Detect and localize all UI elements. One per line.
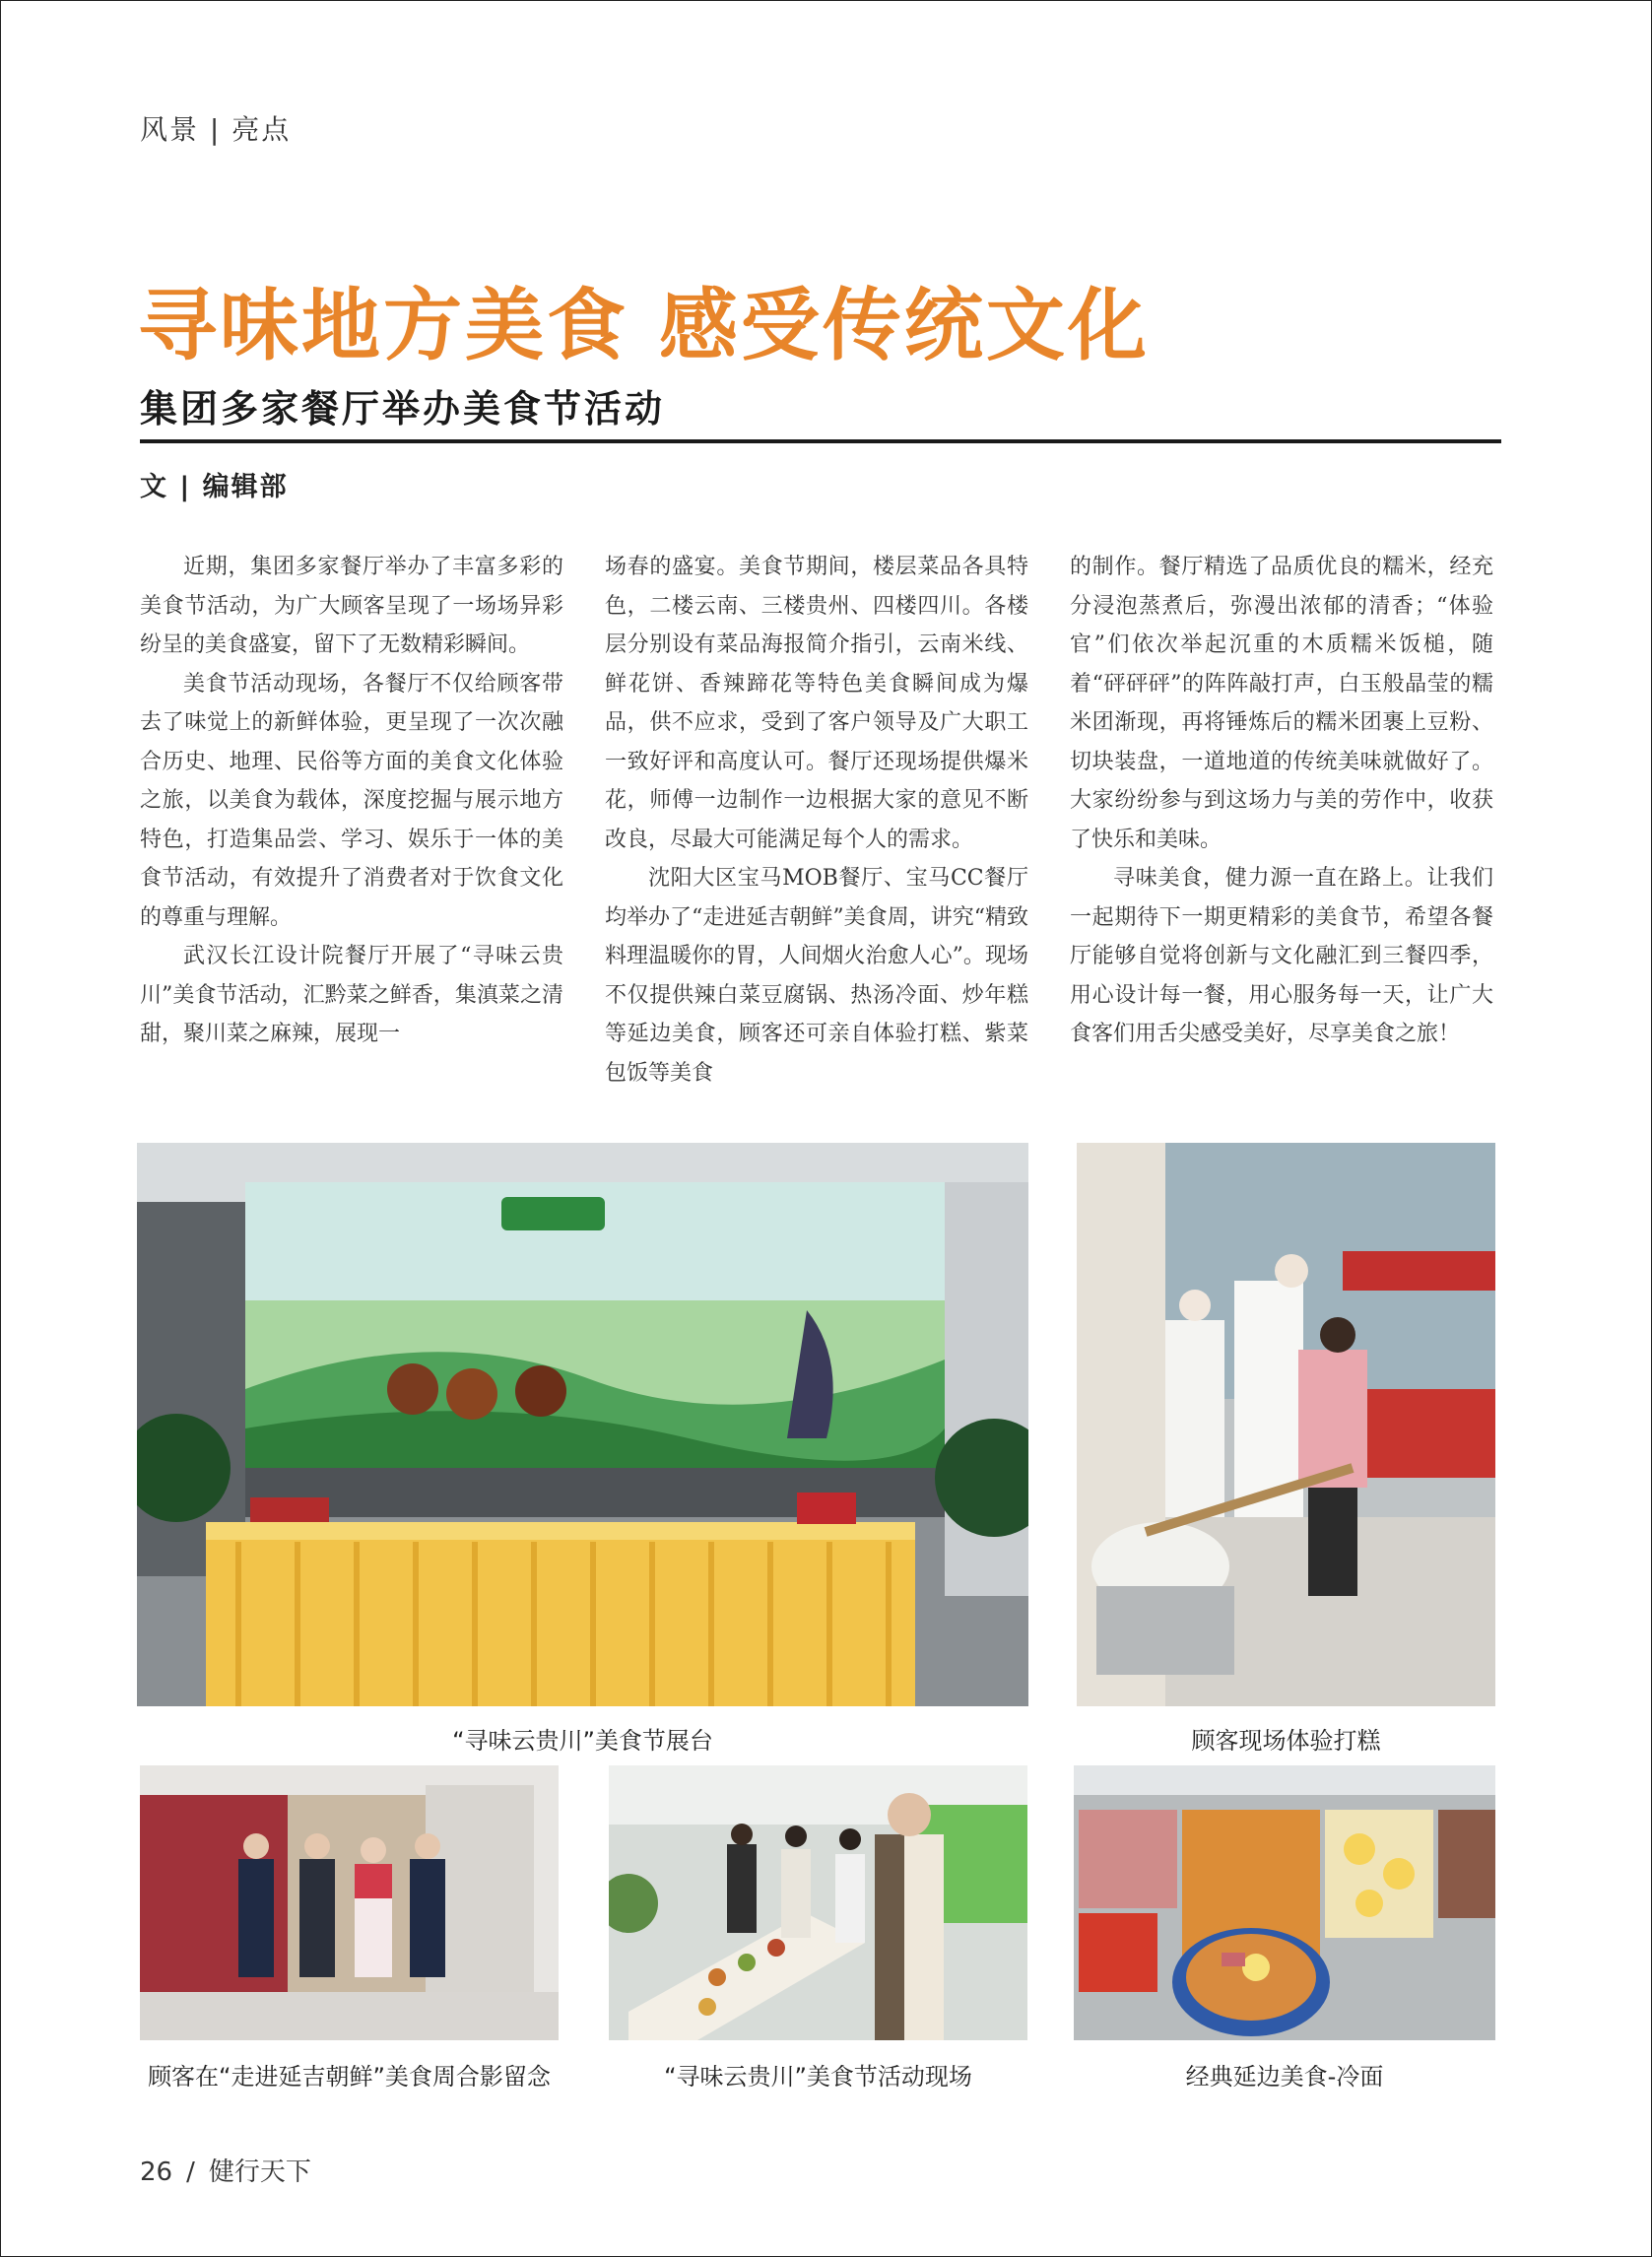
photo-festival-booth bbox=[137, 1143, 1028, 1706]
paragraph: 美食节活动现场，各餐厅不仅给顾客带去了味觉上的新鲜体验，更呈现了一次次融合历史、地理、民俗等方面的美食文化体验之旅，以美食为载体，深度挖掘与展示地方特色，打造集品尝、学习、娱乐于一体的美食节活动，有效提升了消费者对于饮食文化的尊重与理解。 bbox=[140, 671, 563, 930]
byline: 文 | 编辑部 bbox=[140, 472, 289, 502]
caption-cold-noodles: 经典延边美食-冷面 bbox=[1185, 2063, 1384, 2091]
article-subtitle: 集团多家餐厅举办美食节活动 bbox=[140, 387, 666, 431]
caption-festival-booth: “寻味云贵川”美食节展台 bbox=[452, 1727, 713, 1755]
caption-group-photo: 顾客在“走进延吉朝鲜”美食周合影留念 bbox=[148, 2063, 551, 2091]
text-column-1 bbox=[140, 548, 563, 1054]
photo-rice-cake-pounding bbox=[1077, 1143, 1495, 1706]
paragraph: 场春的盛宴。美食节期间，楼层菜品各具特色，二楼云南、三楼贵州、四楼四川。各楼层分别设有菜品海报简介指引，云南米线、鲜花饼、香辣蹄花等特色美食瞬间成为爆品，供不应求，受到了客户领导及广大职工一致好评和高度认可。餐厅还现场提供爆米花，师傅一边制作一边根据大家的意见不断改良，尽最大可能满足每个人的需求。 bbox=[605, 555, 1028, 852]
photo-group bbox=[140, 1765, 559, 2040]
caption-rice-cake-pounding: 顾客现场体验打糕 bbox=[1191, 1727, 1381, 1755]
photo-event-scene bbox=[609, 1765, 1027, 2040]
paragraph: 的制作。餐厅精选了品质优良的糯米，经充分浸泡蒸煮后，弥漫出浓郁的清香；“体验官”们依次举起沉重的木质糯米饭槌，随着“砰砰砰”的阵阵敲打声，白玉般晶莹的糯米团渐现，再将锤炼后的糯米团裹上豆粉、切块装盘，一道地道的传统美味就做好了。大家纷纷参与到这场力与美的劳作中，收获了快乐和美味。 bbox=[1070, 555, 1493, 852]
text-column-2 bbox=[605, 548, 1028, 1093]
article-title: 寻味地方美食 感受传统文化 bbox=[138, 280, 1150, 371]
title-rule bbox=[140, 439, 1501, 443]
photo-cold-noodles bbox=[1074, 1765, 1495, 2040]
page-number: 26 bbox=[140, 2157, 173, 2187]
footer-separator: / bbox=[186, 2157, 195, 2187]
page-footer bbox=[140, 2152, 325, 2188]
section-tag: 风景 | 亮点 bbox=[140, 113, 292, 146]
paragraph: 沈阳大区宝马MOB餐厅、宝马CC餐厅均举办了“走进延吉朝鲜”美食周，讲究“精致料理温暖你的胃，人间烟火治愈人心”。现场不仅提供辣白菜豆腐锅、热汤冷面、炒年糕等延边美食，顾客还可亲自体验打糕、紫菜包饭等美食 bbox=[605, 866, 1028, 1086]
magazine-name: 健行天下 bbox=[208, 2157, 311, 2187]
paragraph: 寻味美食，健力源一直在路上。让我们一起期待下一期更精彩的美食节，希望各餐厅能够自觉将创新与文化融汇到三餐四季，用心设计每一餐，用心服务每一天，让广大食客们用舌尖感受美好，尽享美食之旅！ bbox=[1070, 866, 1493, 1046]
paragraph: 近期，集团多家餐厅举办了丰富多彩的美食节活动，为广大顾客呈现了一场场异彩纷呈的美食盛宴，留下了无数精彩瞬间。 bbox=[140, 555, 563, 657]
text-column-3 bbox=[1070, 548, 1493, 1054]
paragraph: 武汉长江设计院餐厅开展了“寻味云贵川”美食节活动，汇黔菜之鲜香，集滇菜之清甜，聚川菜之麻辣，展现一 bbox=[140, 944, 563, 1046]
caption-event-scene: “寻味云贵川”美食节活动现场 bbox=[664, 2063, 972, 2091]
